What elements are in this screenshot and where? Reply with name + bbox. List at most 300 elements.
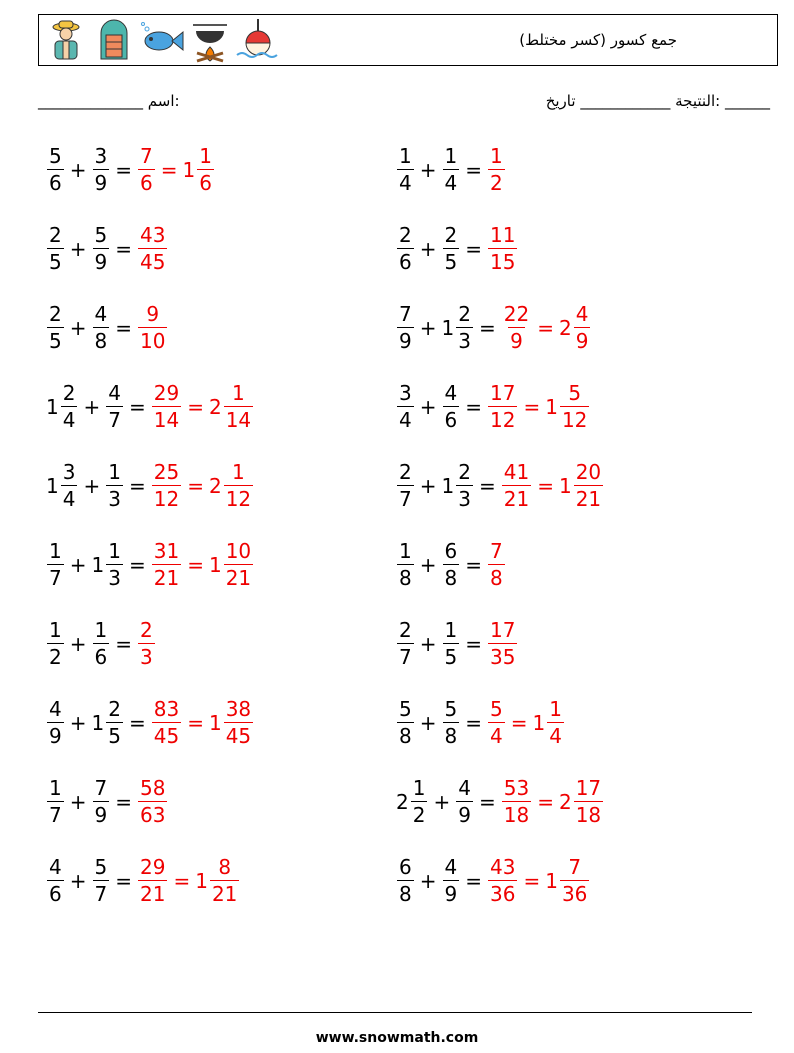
equals-sign: =: [537, 315, 554, 340]
answer: [501, 304, 592, 351]
operand-fraction: [442, 857, 461, 904]
whole-number: 1: [208, 710, 222, 735]
denominator: 9: [399, 329, 412, 353]
fraction: [47, 225, 64, 272]
fraction: [560, 857, 589, 904]
fraction: [411, 778, 428, 825]
operand-fraction: [46, 462, 78, 509]
equals-sign: =: [115, 236, 132, 261]
fraction: [106, 541, 123, 588]
answer: [487, 857, 590, 904]
operand-fraction: [396, 857, 415, 904]
denominator: 7: [108, 408, 121, 432]
problem-1: [46, 146, 215, 193]
answer-fraction: [137, 857, 168, 904]
denominator: 8: [444, 724, 458, 748]
equals-sign: =: [465, 394, 482, 419]
denominator: 9: [510, 329, 523, 353]
numerator: 4: [49, 697, 62, 721]
answer: [487, 699, 565, 746]
fraction: [224, 462, 253, 509]
denominator: 21: [211, 882, 238, 906]
equals-sign: =: [537, 789, 554, 814]
answer-fraction: [209, 383, 254, 430]
numerator: 2: [108, 697, 121, 721]
answer-fraction: [559, 778, 604, 825]
numerator: 3: [94, 144, 108, 168]
whole-number: 1: [441, 473, 455, 498]
operand-fraction: [396, 462, 415, 509]
whole-number: 1: [46, 473, 59, 498]
denominator: 6: [444, 408, 458, 432]
answer: [137, 620, 156, 667]
fraction: [61, 462, 78, 509]
equals-sign: =: [128, 394, 146, 419]
plus-sign: +: [419, 473, 437, 498]
numerator: 8: [218, 855, 232, 879]
equals-sign: =: [465, 868, 482, 893]
operand-fraction: [105, 383, 124, 430]
name-field: [38, 92, 180, 110]
numerator: 43: [490, 855, 516, 879]
fraction: [456, 462, 473, 509]
answer-fraction: [501, 304, 532, 351]
denominator: 5: [444, 250, 458, 274]
answer-fraction: [487, 857, 518, 904]
numerator: 5: [568, 381, 582, 405]
plus-sign: +: [69, 789, 87, 814]
whole-number: 1: [91, 552, 105, 577]
whole-number: 1: [558, 473, 572, 498]
answer-fraction: [137, 225, 168, 272]
answer-fraction: [151, 541, 182, 588]
fraction: [93, 857, 110, 904]
fraction: [397, 225, 414, 272]
answer-fraction: [545, 857, 590, 904]
denominator: 8: [490, 566, 503, 590]
answer-fraction: [501, 778, 532, 825]
problem-14: [396, 620, 518, 667]
numerator: 22: [503, 302, 530, 326]
numerator: 7: [568, 855, 582, 879]
numerator: 29: [140, 855, 166, 879]
answer-fraction: [487, 620, 518, 667]
numerator: 4: [444, 855, 458, 879]
numerator: 1: [232, 460, 245, 484]
whole-number: 1: [545, 868, 558, 893]
numerator: 5: [399, 697, 412, 721]
fraction: [547, 699, 564, 746]
denominator: 3: [140, 645, 153, 669]
fraction: [397, 383, 414, 430]
answer-fraction: [501, 462, 532, 509]
numerator: 53: [503, 776, 530, 800]
numerator: 25: [153, 460, 180, 484]
fraction: [152, 541, 181, 588]
fraction: [397, 146, 414, 193]
operand-fraction: [396, 541, 415, 588]
fraction: [210, 857, 239, 904]
operand-fraction: [92, 778, 111, 825]
fraction: [138, 857, 167, 904]
fraction: [488, 620, 517, 667]
equals-sign: =: [465, 631, 482, 656]
plus-sign: +: [83, 394, 101, 419]
fraction: [138, 778, 167, 825]
equals-sign: =: [128, 473, 146, 498]
operand-fraction: [92, 541, 124, 588]
operand-fraction: [92, 699, 124, 746]
whole-number: 1: [46, 394, 59, 419]
problem-19: [46, 857, 240, 904]
numerator: 17: [490, 618, 516, 642]
problem-13: [46, 620, 156, 667]
fraction: [47, 699, 64, 746]
whole-number: 2: [208, 473, 222, 498]
denominator: 5: [108, 724, 121, 748]
fraction: [502, 778, 531, 825]
answer: [137, 857, 240, 904]
answer-fraction: [137, 304, 168, 351]
fraction: [443, 146, 460, 193]
numerator: 20: [575, 460, 602, 484]
fraction: [47, 620, 64, 667]
answer: [487, 146, 506, 193]
numerator: 4: [575, 302, 589, 326]
plus-sign: +: [419, 394, 437, 419]
denominator: 3: [108, 487, 121, 511]
answer-fraction: [487, 383, 518, 430]
answer-fraction: [559, 304, 591, 351]
fraction: [93, 778, 110, 825]
plus-sign: +: [69, 157, 87, 182]
numerator: 3: [399, 381, 412, 405]
denominator: 6: [49, 882, 62, 906]
fraction: [397, 541, 414, 588]
fraction: [47, 778, 64, 825]
operand-fraction: [92, 304, 111, 351]
numerator: 1: [444, 618, 458, 642]
answer: [487, 541, 506, 588]
denominator: 12: [153, 487, 180, 511]
numerator: 7: [94, 776, 108, 800]
numerator: 1: [49, 539, 62, 563]
operand-fraction: [92, 146, 111, 193]
denominator: 21: [503, 487, 530, 511]
fraction: [443, 620, 460, 667]
fraction: [47, 541, 64, 588]
fraction: [152, 462, 181, 509]
fraction: [138, 225, 167, 272]
denominator: 14: [225, 408, 252, 432]
numerator: 1: [549, 697, 562, 721]
numerator: 2: [458, 302, 471, 326]
fraction: [106, 462, 123, 509]
answer-fraction: [487, 699, 506, 746]
date-score-field: [546, 92, 770, 110]
denominator: 8: [399, 724, 412, 748]
fraction: [224, 383, 253, 430]
plus-sign: +: [83, 473, 101, 498]
denominator: 45: [140, 250, 166, 274]
denominator: 7: [399, 645, 412, 669]
answer-fraction: [533, 699, 565, 746]
name-label: اسم:: [147, 92, 180, 110]
fraction: [397, 620, 414, 667]
equals-sign: =: [115, 789, 132, 814]
numerator: 2: [140, 618, 153, 642]
answer: [487, 225, 518, 272]
numerator: 11: [490, 223, 516, 247]
numerator: 31: [153, 539, 180, 563]
numerator: 2: [399, 618, 412, 642]
denominator: 4: [399, 171, 412, 195]
answer: [501, 462, 604, 509]
footer-url: www.snowmath.com: [315, 1030, 479, 1046]
denominator: 8: [94, 329, 108, 353]
answer: [137, 225, 168, 272]
denominator: 9: [575, 329, 589, 353]
equals-sign: =: [478, 315, 496, 340]
fraction: [488, 541, 505, 588]
equals-sign: =: [173, 868, 191, 893]
fraction: [93, 146, 110, 193]
denominator: 6: [140, 171, 153, 195]
equals-sign: =: [115, 868, 132, 893]
numerator: 7: [490, 539, 503, 563]
numerator: 1: [399, 144, 412, 168]
numerator: 1: [399, 539, 412, 563]
denominator: 9: [458, 803, 471, 827]
fraction: [47, 146, 64, 193]
denominator: 2: [490, 171, 503, 195]
numerator: 4: [49, 855, 62, 879]
fraction: [138, 620, 155, 667]
operand-fraction: [442, 620, 461, 667]
plus-sign: +: [69, 552, 87, 577]
operand-fraction: [92, 620, 111, 667]
denominator: 36: [490, 882, 516, 906]
problem-7: [46, 383, 254, 430]
fraction: [397, 699, 414, 746]
denominator: 7: [49, 566, 62, 590]
denominator: 9: [94, 803, 108, 827]
fraction: [224, 541, 253, 588]
denominator: 7: [399, 487, 412, 511]
operand-fraction: [46, 304, 65, 351]
answer-fraction: [209, 541, 254, 588]
problem-12: [396, 541, 506, 588]
numerator: 6: [399, 855, 412, 879]
denominator: 7: [94, 882, 108, 906]
numerator: 9: [146, 302, 160, 326]
problem-6: [396, 304, 591, 351]
operand-fraction: [442, 462, 474, 509]
numerator: 4: [94, 302, 108, 326]
problem-8: [396, 383, 590, 430]
fraction: [443, 383, 460, 430]
numerator: 1: [232, 381, 245, 405]
fraction: [138, 304, 167, 351]
worksheet-header: [38, 14, 778, 66]
fraction: [152, 699, 181, 746]
equals-sign: =: [510, 710, 528, 735]
fraction: [456, 778, 473, 825]
fraction: [397, 304, 414, 351]
whole-number: 2: [558, 789, 572, 814]
equals-sign: =: [465, 552, 482, 577]
denominator: 15: [490, 250, 516, 274]
plus-sign: +: [419, 552, 437, 577]
operand-fraction: [46, 541, 65, 588]
operand-fraction: [442, 304, 474, 351]
worksheet-title: جمع كسور (كسر مختلط): [519, 31, 677, 49]
operand-fraction: [92, 225, 111, 272]
date-label: تاريخ:: [545, 92, 721, 110]
numerator: 17: [490, 381, 516, 405]
denominator: 10: [140, 329, 166, 353]
denominator: 36: [561, 882, 588, 906]
numerator: 5: [94, 223, 108, 247]
fraction: [488, 225, 517, 272]
operand-fraction: [396, 620, 415, 667]
operand-fraction: [396, 225, 415, 272]
score-label: النتيجة: [675, 92, 716, 110]
equals-sign: =: [478, 473, 496, 498]
numerator: 1: [490, 144, 503, 168]
fraction: [93, 225, 110, 272]
answer: [151, 541, 254, 588]
numerator: 1: [108, 460, 121, 484]
whole-number: 2: [558, 315, 572, 340]
fraction: [443, 225, 460, 272]
numerator: 1: [108, 539, 121, 563]
equals-sign: =: [523, 394, 541, 419]
operand-fraction: [396, 699, 415, 746]
equals-sign: =: [465, 710, 482, 735]
numerator: 58: [140, 776, 166, 800]
answer-fraction: [151, 383, 182, 430]
plus-sign: +: [419, 315, 437, 340]
fraction: [574, 304, 591, 351]
whole-number: 1: [545, 394, 558, 419]
fraction: [106, 699, 123, 746]
plus-sign: +: [69, 315, 87, 340]
answer: [137, 778, 168, 825]
fraction: [197, 146, 214, 193]
numerator: 2: [399, 223, 412, 247]
answer: [151, 383, 254, 430]
denominator: 3: [108, 566, 121, 590]
fraction: [443, 699, 460, 746]
fish-icon: [139, 17, 185, 63]
operand-fraction: [46, 857, 65, 904]
denominator: 5: [49, 250, 62, 274]
denominator: 8: [399, 882, 412, 906]
numerator: 2: [49, 302, 62, 326]
fraction: [397, 857, 414, 904]
fishing-bobber-icon: [235, 17, 281, 63]
fraction: [488, 857, 517, 904]
denominator: 21: [153, 566, 180, 590]
denominator: 45: [153, 724, 180, 748]
denominator: 6: [49, 171, 62, 195]
equals-sign: =: [523, 868, 541, 893]
denominator: 21: [225, 566, 252, 590]
denominator: 45: [225, 724, 252, 748]
numerator: 1: [199, 144, 212, 168]
date-blank: ______: [725, 92, 770, 110]
answer-fraction: [559, 462, 604, 509]
problem-11: [46, 541, 254, 588]
numerator: 2: [444, 223, 458, 247]
equals-sign: =: [478, 789, 496, 814]
numerator: 17: [575, 776, 602, 800]
fraction: [574, 462, 603, 509]
operand-fraction: [396, 383, 415, 430]
numerator: 2: [458, 460, 471, 484]
numerator: 1: [412, 776, 426, 800]
answer-fraction: [183, 146, 215, 193]
equals-sign: =: [187, 552, 204, 577]
operand-fraction: [455, 778, 474, 825]
problem-10: [396, 462, 604, 509]
operand-fraction: [442, 225, 461, 272]
name-blank: ______________: [38, 92, 143, 110]
problem-9: [46, 462, 254, 509]
numerator: 5: [49, 144, 62, 168]
equals-sign: =: [187, 394, 204, 419]
whole-number: 1: [441, 315, 455, 340]
numerator: 2: [399, 460, 412, 484]
answer-fraction: [137, 778, 168, 825]
equals-sign: =: [115, 315, 132, 340]
equals-sign: =: [115, 631, 132, 656]
fraction: [47, 857, 64, 904]
plus-sign: +: [419, 157, 437, 182]
plus-sign: +: [69, 868, 87, 893]
plus-sign: +: [69, 710, 87, 735]
numerator: 4: [458, 776, 471, 800]
denominator: 5: [444, 645, 458, 669]
plus-sign: +: [419, 236, 437, 261]
answer-fraction: [151, 699, 182, 746]
equals-sign: =: [160, 157, 178, 182]
fraction: [574, 778, 603, 825]
whole-number: 2: [208, 394, 222, 419]
denominator: 6: [94, 645, 108, 669]
equals-sign: =: [128, 552, 146, 577]
whole-number: 1: [532, 710, 546, 735]
operand-fraction: [442, 383, 461, 430]
operand-fraction: [396, 304, 415, 351]
denominator: 3: [458, 329, 471, 353]
plus-sign: +: [419, 710, 437, 735]
denominator: 4: [444, 171, 458, 195]
denominator: 14: [153, 408, 180, 432]
denominator: 9: [49, 724, 62, 748]
equals-sign: =: [537, 473, 554, 498]
operand-fraction: [442, 699, 461, 746]
footer-divider: [38, 1012, 752, 1013]
operand-fraction: [92, 857, 111, 904]
denominator: 18: [575, 803, 602, 827]
numerator: 1: [444, 144, 458, 168]
numerator: 2: [49, 223, 62, 247]
equals-sign: =: [465, 236, 482, 261]
answer-fraction: [545, 383, 590, 430]
denominator: 9: [94, 171, 108, 195]
